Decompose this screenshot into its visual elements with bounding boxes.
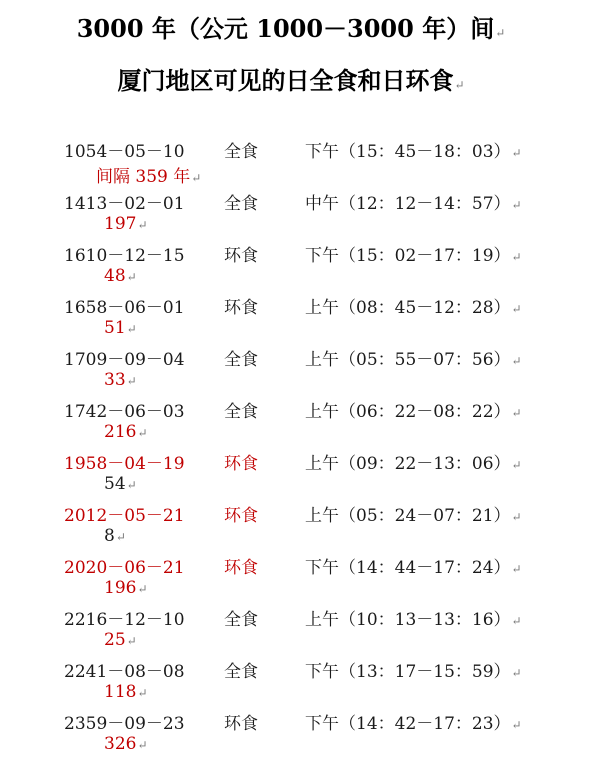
eclipse-date: 1742－06－03 <box>64 402 185 422</box>
interval-row <box>0 370 602 396</box>
eclipse-date: 2012－05－21 <box>64 506 185 526</box>
paragraph-mark-icon: ↵ <box>511 302 522 316</box>
paragraph-mark-icon: ↵ <box>511 406 522 420</box>
title-line-2 <box>0 66 592 100</box>
eclipse-row <box>0 396 602 422</box>
eclipse-time-text: 上午（09：22－13：06） <box>305 454 511 474</box>
eclipse-type: 全食 <box>224 402 258 422</box>
eclipse-time-text: 下午（14：42－17：23） <box>305 714 511 734</box>
eclipse-time <box>305 397 522 422</box>
eclipse-type: 全食 <box>224 142 258 162</box>
paragraph-mark-icon: ↵ <box>137 738 148 752</box>
eclipse-row <box>0 136 602 162</box>
paragraph-mark-icon: ↵ <box>511 198 522 212</box>
eclipse-time <box>305 137 522 162</box>
eclipse-time-text: 上午（10：13－13：16） <box>305 610 511 630</box>
interval-row <box>0 162 602 188</box>
eclipse-date: 1958－04－19 <box>64 454 185 474</box>
paragraph-mark-icon: ↵ <box>511 614 522 628</box>
eclipse-type: 环食 <box>224 558 258 578</box>
paragraph-mark-icon: ↵ <box>511 354 522 368</box>
eclipse-time <box>305 345 522 370</box>
interval-value: 间隔 359 年 <box>96 167 191 187</box>
interval-value: 196 <box>104 578 137 598</box>
eclipse-time-text: 下午（15：45－18：03） <box>305 142 511 162</box>
interval-row <box>0 526 602 552</box>
interval-value: 48 <box>104 266 126 286</box>
interval-value: 51 <box>104 318 126 338</box>
eclipse-date: 2216－12－10 <box>64 610 185 630</box>
eclipse-date: 1658－06－01 <box>64 298 185 318</box>
paragraph-mark-icon: ↵ <box>511 718 522 732</box>
interval-row <box>0 734 602 760</box>
eclipse-time-text: 上午（06：22－08：22） <box>305 402 511 422</box>
eclipse-row <box>0 500 602 526</box>
paragraph-mark-icon: ↵ <box>137 218 148 232</box>
eclipse-type: 环食 <box>224 714 258 734</box>
paragraph-mark-icon: ↵ <box>511 666 522 680</box>
eclipse-time <box>305 605 522 630</box>
eclipse-time <box>305 709 522 734</box>
eclipse-type: 环食 <box>224 506 258 526</box>
eclipse-row <box>0 604 602 630</box>
eclipse-time-text: 下午（14：44－17：24） <box>305 558 511 578</box>
eclipse-time <box>305 501 522 526</box>
eclipse-time <box>305 293 522 318</box>
eclipse-time-text: 上午（08：45－12：28） <box>305 298 511 318</box>
eclipse-type: 全食 <box>224 350 258 370</box>
eclipse-type: 全食 <box>224 610 258 630</box>
eclipse-time <box>305 189 522 214</box>
interval-value: 216 <box>104 422 137 442</box>
eclipse-time <box>305 241 522 266</box>
eclipse-date: 2359－09－23 <box>64 714 185 734</box>
interval-value: 33 <box>104 370 126 390</box>
paragraph-mark-icon: ↵ <box>126 322 137 336</box>
paragraph-mark-icon: ↵ <box>126 634 137 648</box>
paragraph-mark-icon: ↵ <box>126 478 137 492</box>
interval-value: 54 <box>104 474 126 494</box>
eclipse-row <box>0 552 602 578</box>
eclipse-row <box>0 708 602 734</box>
interval-value: 25 <box>104 630 126 650</box>
interval-value: 118 <box>104 682 137 702</box>
interval-row <box>0 682 602 708</box>
paragraph-mark-icon: ↵ <box>454 78 465 92</box>
paragraph-mark-icon: ↵ <box>126 374 137 388</box>
interval-row <box>0 578 602 604</box>
eclipse-row <box>0 240 602 266</box>
eclipse-date: 1709－09－04 <box>64 350 185 370</box>
interval-row <box>0 422 602 448</box>
paragraph-mark-icon: ↵ <box>511 146 522 160</box>
eclipse-time-text: 下午（15：02－17：19） <box>305 246 511 266</box>
paragraph-mark-icon: ↵ <box>511 562 522 576</box>
eclipse-date: 1610－12－15 <box>64 246 185 266</box>
paragraph-mark-icon: ↵ <box>511 458 522 472</box>
eclipse-type: 环食 <box>224 246 258 266</box>
eclipse-row <box>0 656 602 682</box>
eclipse-type: 环食 <box>224 454 258 474</box>
eclipse-row <box>0 344 602 370</box>
paragraph-mark-icon: ↵ <box>137 426 148 440</box>
interval-row <box>0 318 602 344</box>
interval-row <box>0 266 602 292</box>
eclipse-time-text: 上午（05：55－07：56） <box>305 350 511 370</box>
eclipse-date: 1413－02－01 <box>64 194 185 214</box>
eclipse-date: 1054－05－10 <box>64 142 185 162</box>
paragraph-mark-icon: ↵ <box>511 510 522 524</box>
paragraph-mark-icon: ↵ <box>126 270 137 284</box>
eclipse-time-text: 上午（05：24－07：21） <box>305 506 511 526</box>
paragraph-mark-icon: ↵ <box>495 26 506 40</box>
eclipse-time <box>305 657 522 682</box>
paragraph-mark-icon: ↵ <box>137 582 148 596</box>
paragraph-mark-icon: ↵ <box>115 530 126 544</box>
eclipse-time <box>305 449 522 474</box>
eclipse-list <box>0 136 602 760</box>
eclipse-type: 全食 <box>224 194 258 214</box>
interval-value: 8 <box>104 526 115 546</box>
interval-row <box>0 630 602 656</box>
eclipse-time-text: 中午（12：12－14：57） <box>305 194 511 214</box>
interval-row <box>0 214 602 240</box>
title-line-1 <box>0 14 592 48</box>
eclipse-time-text: 下午（13：17－15：59） <box>305 662 511 682</box>
eclipse-time <box>305 553 522 578</box>
paragraph-mark-icon: ↵ <box>137 686 148 700</box>
interval-value: 197 <box>104 214 137 234</box>
interval-value: 326 <box>104 734 137 754</box>
title-text-1: 3000 年（公元 1000－3000 年）间 <box>76 14 495 43</box>
title-text-2: 厦门地区可见的日全食和日环食 <box>117 66 454 95</box>
eclipse-row <box>0 188 602 214</box>
eclipse-date: 2020－06－21 <box>64 558 185 578</box>
interval-row <box>0 474 602 500</box>
paragraph-mark-icon: ↵ <box>191 171 202 185</box>
eclipse-date: 2241－08－08 <box>64 662 185 682</box>
eclipse-type: 全食 <box>224 662 258 682</box>
eclipse-row <box>0 448 602 474</box>
paragraph-mark-icon: ↵ <box>511 250 522 264</box>
eclipse-row <box>0 292 602 318</box>
eclipse-type: 环食 <box>224 298 258 318</box>
